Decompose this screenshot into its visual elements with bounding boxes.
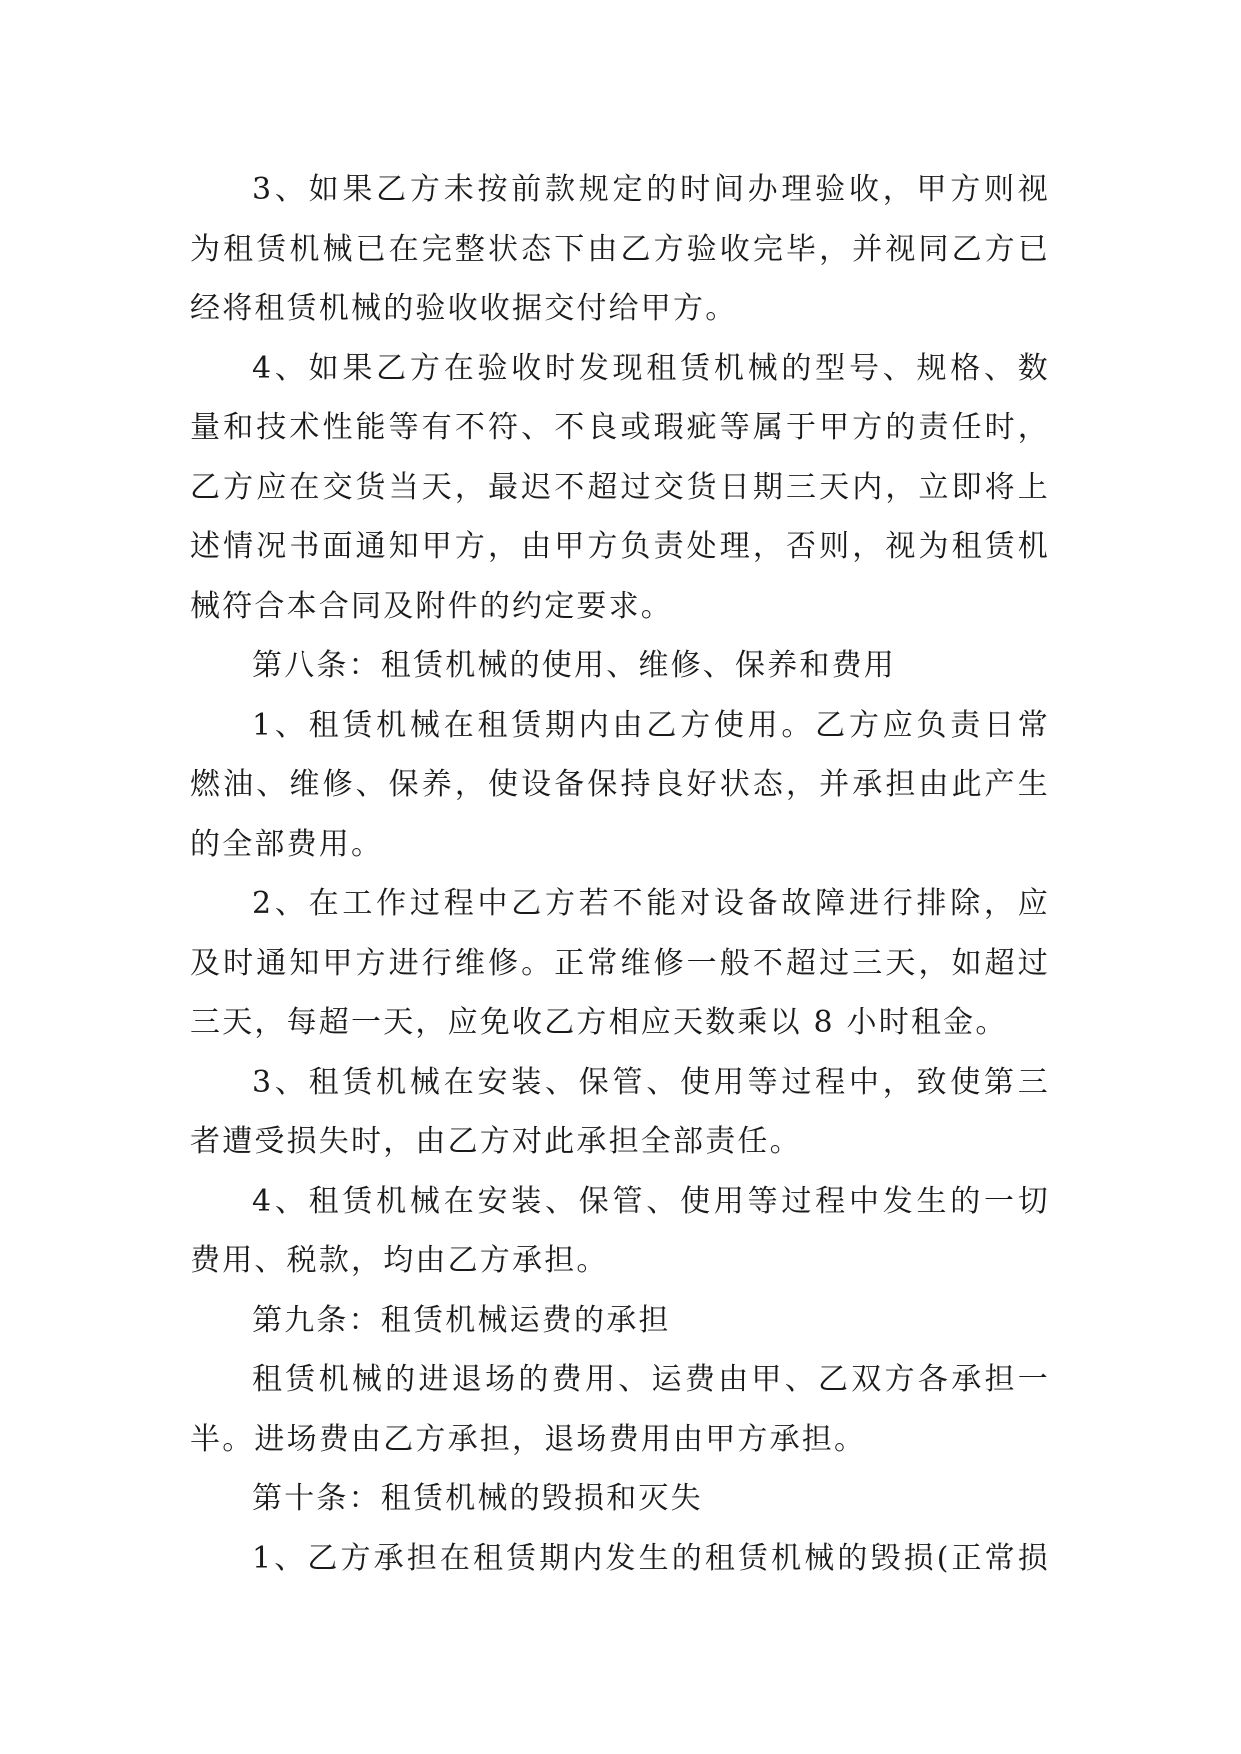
text-line: 3、如果乙方未按前款规定的时间办理验收，甲方则视 bbox=[252, 172, 1050, 207]
text-line: 者遭受损失时，由乙方对此承担全部责任。 bbox=[190, 1124, 802, 1159]
text-line: 租赁机械的进退场的费用、运费由甲、乙双方各承担一 bbox=[252, 1362, 1050, 1397]
text-line: 燃油、维修、保养，使设备保持良好状态，并承担由此产生 bbox=[190, 767, 1050, 802]
text-line: 2、在工作过程中乙方若不能对设备故障进行排除，应 bbox=[252, 886, 1050, 921]
text-line: 述情况书面通知甲方，由甲方负责处理，否则，视为租赁机 bbox=[190, 529, 1050, 564]
text-line: 经将租赁机械的验收收据交付给甲方。 bbox=[190, 291, 738, 326]
text-line: 费用、税款，均由乙方承担。 bbox=[190, 1243, 609, 1278]
text-line: 的全部费用。 bbox=[190, 826, 384, 862]
text-line: 为租赁机械已在完整状态下由乙方验收完毕，并视同乙方已 bbox=[190, 231, 1050, 267]
text-line: 3、租赁机械在安装、保管、使用等过程中，致使第三 bbox=[252, 1064, 1050, 1100]
text-line: 三天，每超一天，应免收乙方相应天数乘以 8 小时租金。 bbox=[190, 1005, 1008, 1040]
text-line: 1、乙方承担在租赁期内发生的租赁机械的毁损(正常损 bbox=[252, 1540, 1050, 1576]
text-line: 半。进场费由乙方承担，退场费用由甲方承担。 bbox=[190, 1421, 867, 1457]
text-line: 4、租赁机械在安装、保管、使用等过程中发生的一切 bbox=[252, 1183, 1050, 1219]
text-line: 第八条：租赁机械的使用、维修、保养和费用 bbox=[252, 648, 896, 683]
text-line: 第九条：租赁机械运费的承担 bbox=[252, 1302, 671, 1338]
text-line: 1、租赁机械在租赁期内由乙方使用。乙方应负责日常 bbox=[252, 707, 1050, 743]
text-line: 械符合本合同及附件的约定要求。 bbox=[190, 588, 673, 624]
text-line: 量和技术性能等有不符、不良或瑕疵等属于甲方的责任时， bbox=[190, 410, 1050, 445]
text-line: 乙方应在交货当天，最迟不超过交货日期三天内，立即将上 bbox=[190, 469, 1050, 505]
document-body bbox=[190, 160, 1050, 1588]
text-line: 4、如果乙方在验收时发现租赁机械的型号、规格、数 bbox=[252, 350, 1050, 386]
text-line: 及时通知甲方进行维修。正常维修一般不超过三天，如超过 bbox=[190, 945, 1050, 981]
text-line: 第十条：租赁机械的毁损和灭失 bbox=[252, 1481, 703, 1516]
